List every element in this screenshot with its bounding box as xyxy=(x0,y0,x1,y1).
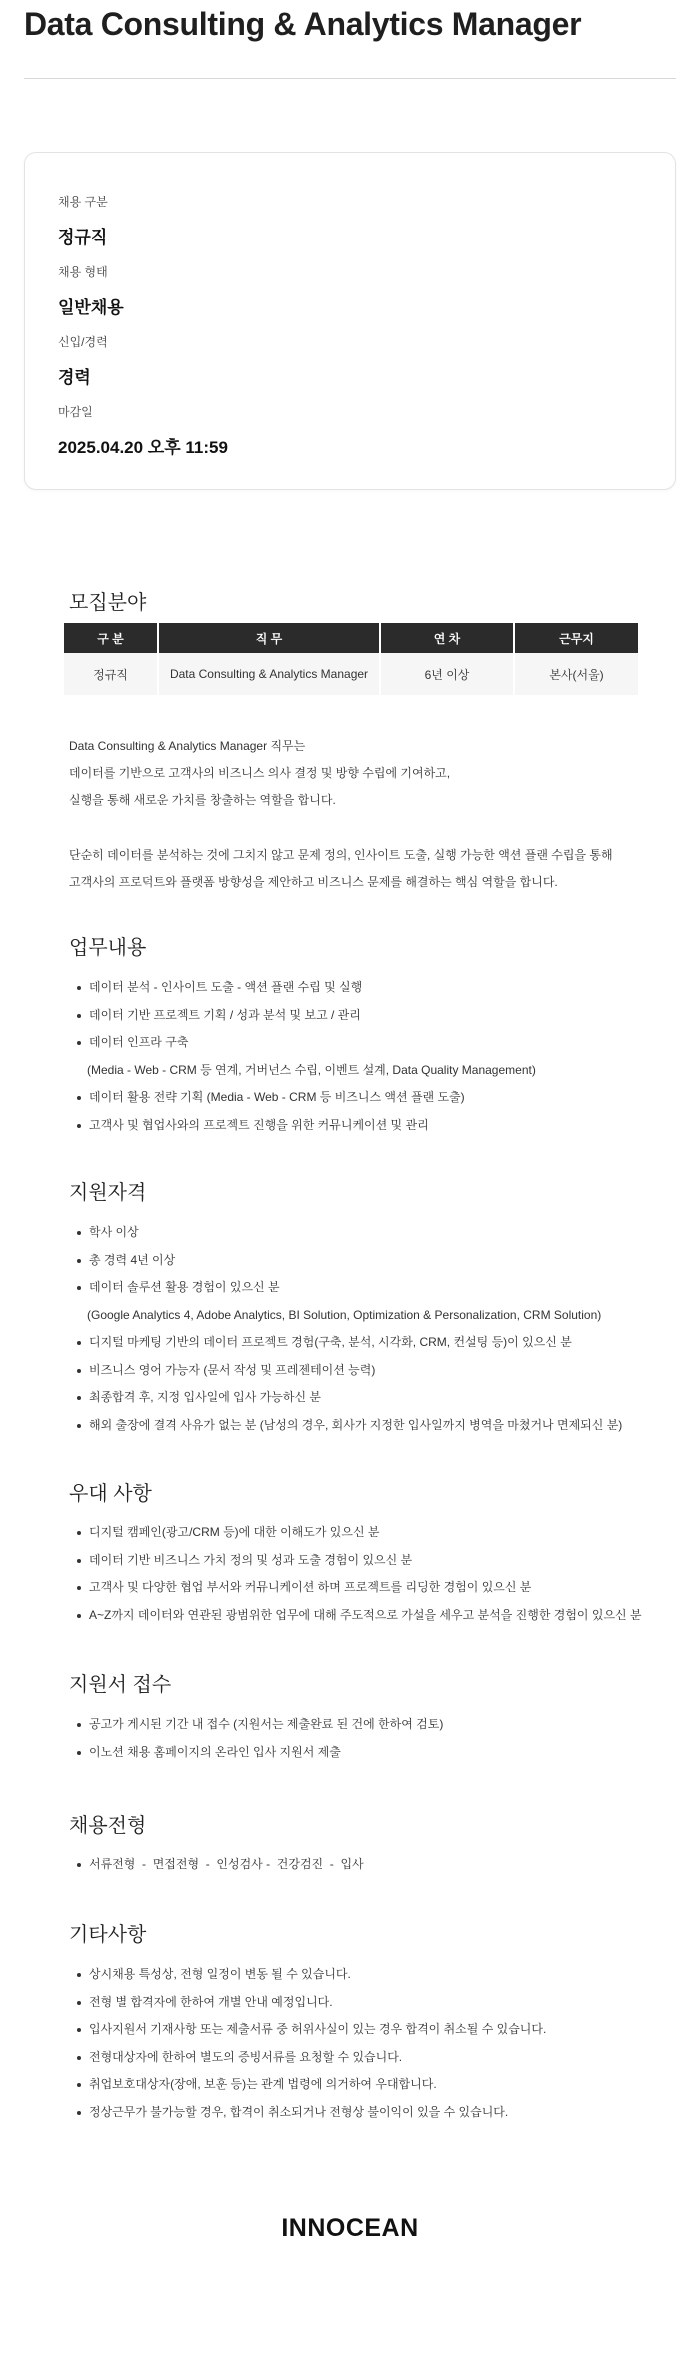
list-item: 최종합격 후, 지정 입사일에 입사 가능하신 분 xyxy=(77,1384,622,1412)
list-item: 데이터 분석 - 인사이트 도출 - 액션 플랜 수립 및 실행 xyxy=(77,974,536,1002)
intro-paragraph-2 xyxy=(69,842,613,896)
list-item: 고객사 및 협업사와의 프로젝트 진행을 위한 커뮤니케이션 및 관리 xyxy=(77,1112,536,1140)
intro-line: 단순히 데이터를 분석하는 것에 그치지 않고 문제 정의, 인사이트 도출, 실행 가능한 액션 플랜 수립을 통해 xyxy=(69,848,613,862)
list-item: 디지털 마케팅 기반의 데이터 프로젝트 경험(구축, 분석, 시각화, CRM, 컨설팅 등)이 있으신 분 xyxy=(77,1329,622,1357)
section-heading-process: 채용전형 xyxy=(69,1815,147,1837)
list-item: 상시채용 특성상, 전형 일정이 변동 될 수 있습니다. xyxy=(77,1961,546,1989)
info-hiring-type xyxy=(58,263,124,318)
list-item: 정상근무가 불가능할 경우, 합격이 취소되거나 전형상 불이익이 있을 수 있습니다. xyxy=(77,2099,546,2127)
list-item: 데이터 솔루션 활용 경험이 있으신 분 xyxy=(77,1274,622,1302)
info-deadline xyxy=(58,403,228,458)
info-label: 채용 형태 xyxy=(58,265,108,279)
list-item: 학사 이상 xyxy=(77,1219,622,1247)
process-list xyxy=(77,1851,364,1879)
qualifications-list xyxy=(77,1219,622,1439)
table-header: 근무지 xyxy=(514,623,638,653)
table-cell: 본사(서울) xyxy=(514,653,638,695)
table-cell: Data Consulting & Analytics Manager xyxy=(158,653,380,695)
info-label: 마감일 xyxy=(58,405,93,419)
list-item: 전형 별 합격자에 한하여 개별 안내 예정입니다. xyxy=(77,1989,546,2017)
list-item: 해외 출장에 결격 사유가 없는 분 (남성의 경우, 회사가 지정한 입사일까지 병역을 마쳤거나 면제되신 분) xyxy=(77,1412,622,1440)
list-item: 이노션 채용 홈페이지의 온라인 입사 지원서 제출 xyxy=(77,1739,443,1767)
info-label: 신입/경력 xyxy=(58,335,108,349)
innocean-logo: INNOCEAN xyxy=(281,2214,419,2242)
table-cell: 6년 이상 xyxy=(380,653,514,695)
table-header-row xyxy=(64,623,638,653)
list-item: 고객사 및 다양한 협업 부서와 커뮤니케이션 하며 프로젝트를 리딩한 경험이 있으신 분 xyxy=(77,1574,642,1602)
info-value: 2025.04.20 오후 11:59 xyxy=(58,438,228,457)
application-list xyxy=(77,1711,443,1766)
list-item: 입사지원서 기재사항 또는 제출서류 중 허위사실이 있는 경우 합격이 취소될 수 있습니다. xyxy=(77,2016,546,2044)
list-item: 데이터 기반 비즈니스 가치 정의 및 성과 도출 경험이 있으신 분 xyxy=(77,1547,642,1575)
intro-line: Data Consulting & Analytics Manager 직무는 xyxy=(69,739,306,753)
list-item: 공고가 게시된 기간 내 접수 (지원서는 제출완료 된 건에 한하여 검토) xyxy=(77,1711,443,1739)
section-heading-duties: 업무내용 xyxy=(69,937,147,959)
info-label: 채용 구분 xyxy=(58,195,108,209)
section-heading-etc: 기타사항 xyxy=(69,1924,147,1946)
list-item-detail: (Media - Web - CRM 등 연계, 거버넌스 수립, 이벤트 설계, Data Quality Management) xyxy=(87,1062,536,1077)
table-header: 직 무 xyxy=(158,623,380,653)
intro-line: 실행을 통해 새로운 가치를 창출하는 역할을 합니다. xyxy=(69,793,336,807)
section-heading-application: 지원서 접수 xyxy=(69,1674,172,1696)
table-row xyxy=(64,653,638,695)
list-item: 디지털 캠페인(광고/CRM 등)에 대한 이해도가 있으신 분 xyxy=(77,1519,642,1547)
list-item: 취업보호대상자(장애, 보훈 등)는 관계 법령에 의거하여 우대합니다. xyxy=(77,2071,546,2099)
job-info-card xyxy=(24,152,676,490)
info-value: 정규직 xyxy=(58,228,108,247)
intro-line: 데이터를 기반으로 고객사의 비즈니스 의사 결정 및 방향 수립에 기여하고, xyxy=(69,766,451,780)
list-item: 전형대상자에 한하여 별도의 증빙서류를 요청할 수 있습니다. xyxy=(77,2044,546,2072)
table-header: 연 차 xyxy=(380,623,514,653)
list-item: 비즈니스 영어 가능자 (문서 작성 및 프레젠테이션 능력) xyxy=(77,1357,622,1385)
section-heading-qualifications: 지원자격 xyxy=(69,1182,147,1204)
etc-list xyxy=(77,1961,546,2126)
list-item: 서류전형 - 면접전형 - 인성검사 - 건강검진 - 입사 xyxy=(77,1851,364,1879)
preferred-list xyxy=(77,1519,642,1629)
info-career-level xyxy=(58,333,108,388)
table-cell: 정규직 xyxy=(64,653,158,695)
info-employment-type xyxy=(58,193,108,248)
list-item-detail: (Google Analytics 4, Adobe Analytics, BI Solution, Optimization & Personalization, CRM Solution) xyxy=(87,1307,602,1322)
duties-list xyxy=(77,974,536,1139)
table-header: 구 분 xyxy=(64,623,158,653)
intro-paragraph-1 xyxy=(69,733,450,814)
recruit-table xyxy=(64,623,638,695)
intro-line: 고객사의 프로덕트와 플랫폼 방향성을 제안하고 비즈니스 문제를 해결하는 핵심 역할을 합니다. xyxy=(69,875,558,889)
list-item: 데이터 활용 전략 기획 (Media - Web - CRM 등 비즈니스 액션 플랜 도출) xyxy=(77,1084,536,1112)
title-divider xyxy=(24,78,676,79)
info-value: 일반채용 xyxy=(58,298,124,317)
list-item: 총 경력 4년 이상 xyxy=(77,1247,622,1275)
list-item: 데이터 기반 프로젝트 기획 / 성과 분석 및 보고 / 관리 xyxy=(77,1002,536,1030)
section-heading-preferred: 우대 사항 xyxy=(69,1483,152,1505)
list-item: A~Z까지 데이터와 연관된 광범위한 업무에 대해 주도적으로 가설을 세우고 분석을 진행한 경험이 있으신 분 xyxy=(77,1602,642,1630)
page-title: Data Consulting & Analytics Manager xyxy=(24,6,582,42)
list-item: 데이터 인프라 구축 xyxy=(77,1029,536,1057)
info-value: 경력 xyxy=(58,368,91,387)
section-heading-recruit: 모집분야 xyxy=(69,592,147,614)
